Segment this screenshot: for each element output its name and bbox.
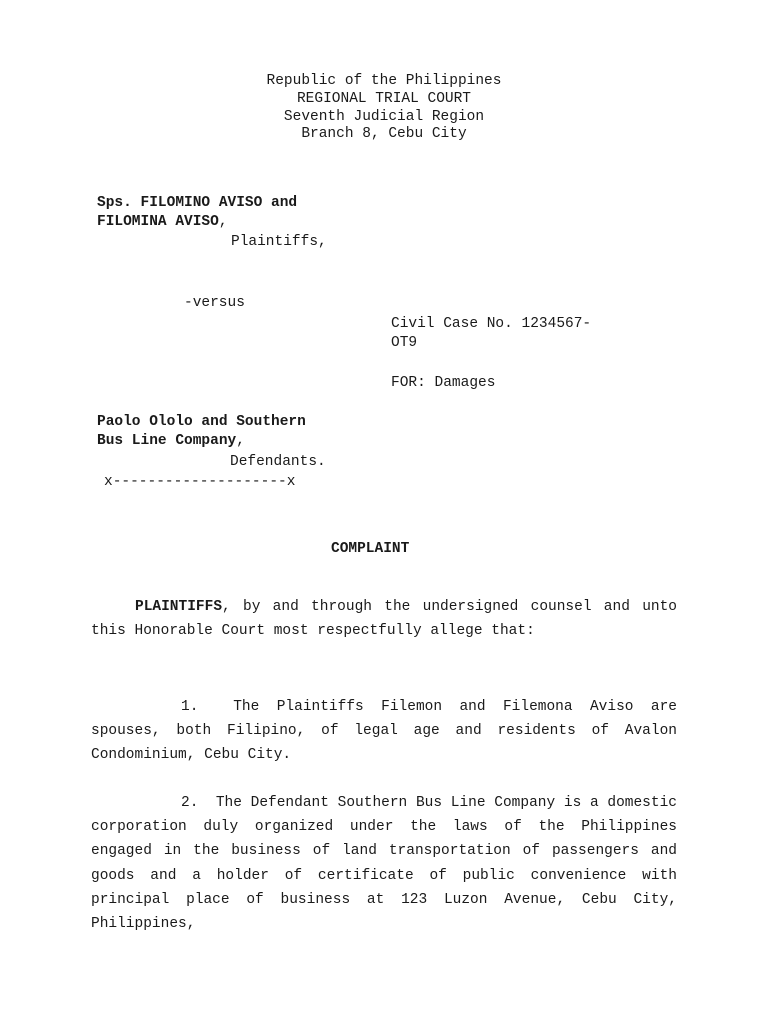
court-header-line-1: Republic of the Philippines (266, 73, 502, 89)
paragraph-text: The Defendant Southern Bus Line Company is a domestic corporation duly organized under the laws of the Philippines engaged in the business of land transportation of passengers and goods and a holder of certificate of public convenience with principal place of business at 123 Luzon Avenue, Cebu City, Philippines, (91, 795, 677, 933)
versus-label: -versus (184, 295, 245, 311)
case-nature: FOR: Damages (391, 375, 496, 391)
numbered-paragraph-2 (91, 791, 677, 936)
intro-paragraph (91, 595, 677, 643)
court-header-line-4: Branch 8, Cebu City (301, 126, 467, 142)
document-title: COMPLAINT (331, 541, 410, 557)
plaintiffs-name-line-2 (97, 214, 228, 230)
case-number-line-1: Civil Case No. 1234567- (391, 316, 592, 332)
plaintiffs-name-suffix: , (218, 214, 228, 230)
paragraph-number: 2. (181, 795, 199, 811)
court-header-line-2: REGIONAL TRIAL COURT (296, 91, 472, 107)
defendants-name-suffix: , (236, 433, 245, 449)
court-header-line-3: Seventh Judicial Region (283, 109, 485, 125)
defendants-name-line-2 (97, 433, 245, 449)
paragraph-text: The Plaintiffs Filemon and Filemona Aviso are spouses, both Filipino, of legal age and residents of Avalon Condominium, Cebu City. (91, 699, 677, 764)
numbered-paragraph-1 (91, 695, 677, 768)
defendants-name: Bus Line Company (97, 433, 237, 449)
defendants-role: Defendants. (230, 454, 326, 470)
caption-separator: x--------------------x (104, 474, 296, 490)
intro-lead: PLAINTIFFS (135, 599, 223, 615)
plaintiffs-name: FILOMINA AVISO (97, 214, 219, 230)
plaintiffs-name-line-1: Sps. FILOMINO AVISO and (97, 195, 298, 211)
defendants-name-line-1: Paolo Ololo and Southern (97, 414, 306, 430)
plaintiffs-role: Plaintiffs, (231, 234, 327, 250)
paragraph-number: 1. (181, 699, 199, 715)
intro-text: , by and through the undersigned counsel and unto this Honorable Court most respectfully allege that: (91, 599, 677, 640)
case-number-line-2: OT9 (391, 335, 418, 351)
